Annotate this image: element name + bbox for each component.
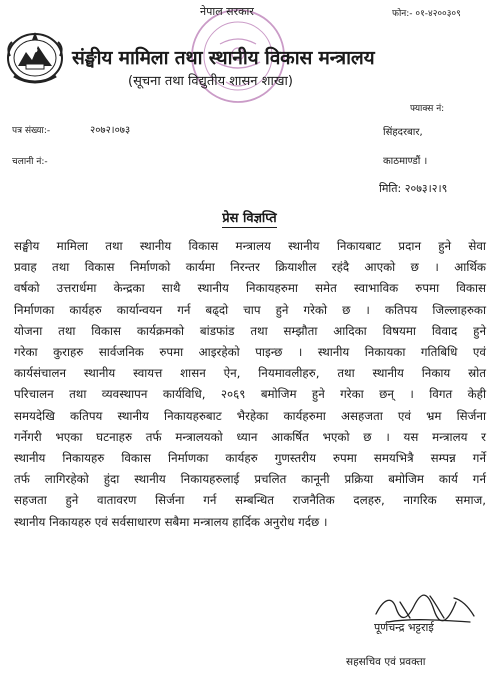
body-line: समयदेखि कतिपय स्थानीय निकायहरुबाट भैरहेका कार्यहरुमा असहजता एवं भ्रम सिर्जना xyxy=(14,408,486,423)
body-line: योजना तथा विकास कार्यक्रमको बांडफांड तथा सम्झौता आदिका विषयमा विवाद हुने xyxy=(14,323,486,338)
phone-number: फोन:- ०१-४२००३०९ xyxy=(392,9,461,19)
signatory-name: पूर्णचन्द्र भट्टराई xyxy=(374,621,434,634)
notice-title xyxy=(0,208,499,226)
body-line: गर्नेगरी भएका घटनाहरु तर्फ मन्त्रालयको ध्यान आकर्षित भएको छ । यस मन्त्रालय र xyxy=(14,429,486,444)
notice-title-text: प्रेस विज्ञप्ति xyxy=(222,211,277,226)
address-line-1: सिंहदरबार, xyxy=(383,127,423,138)
reference-number-label: पत्र संख्या:- xyxy=(12,126,51,136)
body-line: निर्माणका कार्यहरु कार्यान्वयन गर्न बढ्दो चाप हुने गरेको छ । कतिपय जिल्लाहरुका xyxy=(14,302,486,317)
body-line: प्रवाह तथा विकास निर्माणको कार्यमा निरन्तर क्रियाशील रहंदै आएको छ । आर्थिक xyxy=(14,260,486,275)
nepal-emblem-icon xyxy=(4,26,66,86)
reference-number-value: २०७२।०७३ xyxy=(90,125,131,136)
body-line: सहजता हुने वातावरण सिर्जना गर्न सम्बन्धित राजनैतिक दलहरु, नागरिक समाज, xyxy=(14,493,486,508)
body-line: सङ्घीय मामिला तथा स्थानीय विकास मन्त्रालय स्थानीय निकायबाट प्रदान हुने सेवा xyxy=(14,239,486,253)
signatory-designation: सहसचिव एवं प्रवक्ता xyxy=(346,656,426,668)
dispatch-number-label: चलानी नं:- xyxy=(12,157,48,167)
government-label: नेपाल सरकार xyxy=(200,5,254,18)
body-line: वर्षको उत्तरार्धमा केन्द्रका साथै स्थानीय निकायहरुमा समेत स्वाभाविक रुपमा विकास xyxy=(14,281,486,296)
address-line-2: काठमाण्डौं । xyxy=(383,156,428,167)
notice-date: मिति: २०७३।२।९ xyxy=(379,182,448,195)
ministry-title: संङ्घीय मामिला तथा स्थानीय विकास मन्त्रालय xyxy=(72,47,375,69)
body-line: तर्फ लागिरहेको हुंदा स्थानीय निकायहरुलाई प्रचलित कानूनी प्रक्रिया बमोजिम कार्य गर्न xyxy=(14,472,486,487)
body-line: परिचालन तथा व्यवस्थापन कार्यविधि, २०६९ बमोजिम हुने गरेका छन् । विगत केही xyxy=(14,387,486,402)
body-line: स्थानीय निकायहरु विकास निर्माणका कार्यहरु गुणस्तरीय रुपमा समयभित्रै सम्पन्न गर्ने xyxy=(14,451,486,466)
section-subtitle: (सूचना तथा विद्युतीय शासन शाखा) xyxy=(128,74,293,89)
fax-label: फ्याक्स नं: xyxy=(410,104,445,114)
body-line: कार्यसंचालन स्थानीय स्वायत्त शासन ऐन, नियमावलीहरु, तथा स्थानीय निकाय स्रोत xyxy=(14,366,486,381)
notice-body xyxy=(14,236,486,533)
body-line: गरेका कुराहरु सार्वजनिक रुपमा आइरहेको पाइन्छ । स्थानीय निकायका गतिबिधि एवं xyxy=(14,345,486,360)
body-line: स्थानीय निकायहरु एवं सर्वसाधारण सबैमा मन्त्रालय हार्दिक अनुरोध गर्दछ । xyxy=(14,514,328,529)
